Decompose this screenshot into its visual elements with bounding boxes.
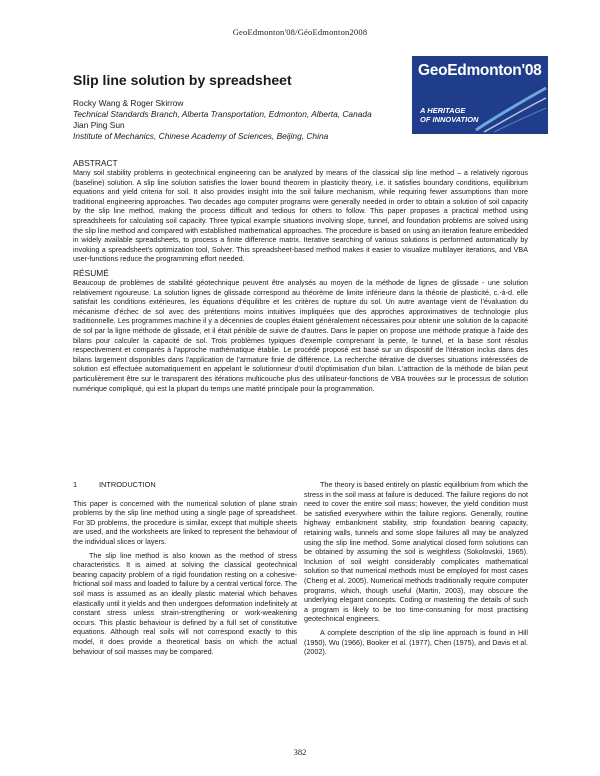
author-block bbox=[73, 98, 393, 142]
author-affiliation-2: Institute of Mechanics, Chinese Academy of Sciences, Beijing, China bbox=[73, 131, 329, 141]
intro-paragraph-1: This paper is concerned with the numerical solution of plane strain problems by the slip line method using a single page of spreadsheet. For 3D problems, the procedure is similar, except that multiple sheets are used, and the worksheets are linked to represent the behaviour of the individual slices or layers. bbox=[73, 498, 297, 546]
logo-subtitle-line1: A HERITAGE bbox=[420, 106, 466, 115]
conference-logo bbox=[412, 56, 548, 134]
resume-heading: RÉSUMÉ bbox=[73, 268, 109, 278]
intro-paragraph-2: The slip line method is also known as the method of stress characteristics. It is aimed at solving the classical geotechnical bearing capacity problem of a rigid foundation resting on a cohesive-frictional soil mass and loaded to failure by a central vertical force. The soil mass is assumed as an ideally plastic material which behaves elastically until it yields and then undergoes deformation indefinitely at constant stress unless strain-strengthening or work-weakening occurs. This plastic behaviour is defined by a full set of constitutive equations. Although real soils will not correspond exactly to this model, it does provide a theoretical basis on which the actual behaviour of soil masses may be compared. bbox=[73, 550, 297, 656]
right-column bbox=[304, 480, 528, 661]
intro-paragraph-3: The theory is based entirely on plastic equilibrium from which the stress in the soil mass at failure is deduced. The failure regions do not need to cover the entire soil mass; however, the yield condition must be satisfied everywhere within the failure regions. Generally, routine highway embankment stability, strip foundation bearing capacity, retaining walls, tunnels and some slope failures all may be analyzed using the slip line method. Some analytical closed form solutions can be obtained by assuming the soil is weightless (Sokolovskii, 1965). Inclusion of soil weight considerably complicates mathematical solution so that numerical methods must be employed for most cases (Cheng et al. 2005). Numerical methods traditionally require computer programs, which, though useful (Martin, 2003), may obscure the underlying elegant concepts. Coding or mastering the details of such a program is likely to be too time-consuming for most practising geotechnical engineers. bbox=[304, 480, 528, 624]
section-title: INTRODUCTION bbox=[99, 480, 156, 489]
abstract-text: Many soil stability problems in geotechnical engineering can be analyzed by means of the classical slip line method – a relatively rigorous (baseline) solution. A slip line solution satisfies the lower bound theorem in plasticity theory, i.e. it satisfies boundary conditions, equilibrium equations and yield criteria for soil. It also provides insight into the soil failure mechanism, while requiring fewer assumptions than more traditional engineering approaches. Two decades ago computer programs were generally needed in order to obtain a solution of soil capacity by the slip line method, making the process difficult and tedious for others to follow. This paper proposes a practical method using spreadsheets for calculating soil capacity. Three typical example situations involving slope, tunnel, and foundation problems are solved using the slip line method and compared with established mathematical approaches. The procedure is based on using an iteration feature embedded in widely available spreadsheets, to process a finite difference matrix. Iterative searching of various solutions is performed automatically by invoking a spreadsheet's optimization tool, Solver. This spreadsheet-based method makes it easier to visualize multilayer iterations, and VBA user-functions reduce the programming effort needed. bbox=[73, 168, 528, 264]
author-names-2: Jian Ping Sun bbox=[73, 120, 125, 130]
paper-title: Slip line solution by spreadsheet bbox=[73, 72, 292, 88]
logo-subtitle-line2: OF INNOVATION bbox=[420, 115, 479, 124]
page-number: 382 bbox=[293, 747, 307, 757]
logo-subtitle bbox=[420, 106, 486, 124]
introduction-heading bbox=[73, 480, 297, 490]
author-names-1: Rocky Wang & Roger Skirrow bbox=[73, 98, 184, 108]
intro-paragraph-4: A complete description of the slip line approach is found in Hill (1950), Wu (1966), Booker et al. (1977), Chen (1975), and Davis et al. (2002). bbox=[304, 627, 528, 657]
resume-text: Beaucoup de problèmes de stabilité géotechnique peuvent être analysés au moyen de la méthode de lignes de glissade - une solution relativement rigoureuse. La solution lignes de glissade correspond au théorème de limite inférieure dans la théorie de plasticité, c.-à-d. elle satisfait les conditions extérieures, les équations d'équilibre et les critères de rupture du sol. Un autre avantage vient de l'évaluation du mécanisme d'échec de sol avec des prétentions moins intuitives impliquées que des approches approximatives de technologie plus traditionnelle. Les programmes machine il y a décennies de couples étaient généralement nécessaires pour obtenir une solution de la capacité de sol par la ligne méthode de glissade, et il était pénible de suivre de d'autres. Dans le papier on propose une méthode pratique à l'aide des bilans pour calculer la capacité de sol. Trois problèmes typiques d'exemple comprenant la pente, le tunnel, et la base sont résolus respectivement et comparés à l'approche mathématique établie. Le procédé proposé est basé sur un dispositif de l'itération inclus dans des bilans largement disponibles dans l'application de l'armature finie de différence. La recherche itérative de diverses situations intéressées de solution est effectuée automatiquement en appelant le solutionneur d'outil d'optimisation d'un bilan. L'attraction de la méthode de bilan peut particulièrement être sur le transparent des itérations multicouche plus des utilisateur-fonctions de VBA trouvées sur le processus de solution numérique compliqué, qui est la plupart du temps une matité principale pour la programmation. bbox=[73, 278, 528, 393]
logo-title: GeoEdmonton'08 bbox=[418, 62, 542, 79]
abstract-heading: ABSTRACT bbox=[73, 158, 118, 168]
section-number: 1 bbox=[73, 480, 78, 489]
running-header: GeoEdmonton'08/GéoEdmonton2008 bbox=[232, 27, 368, 37]
left-column bbox=[73, 480, 297, 660]
author-affiliation-1: Technical Standards Branch, Alberta Transportation, Edmonton, Alberta, Canada bbox=[73, 109, 372, 119]
